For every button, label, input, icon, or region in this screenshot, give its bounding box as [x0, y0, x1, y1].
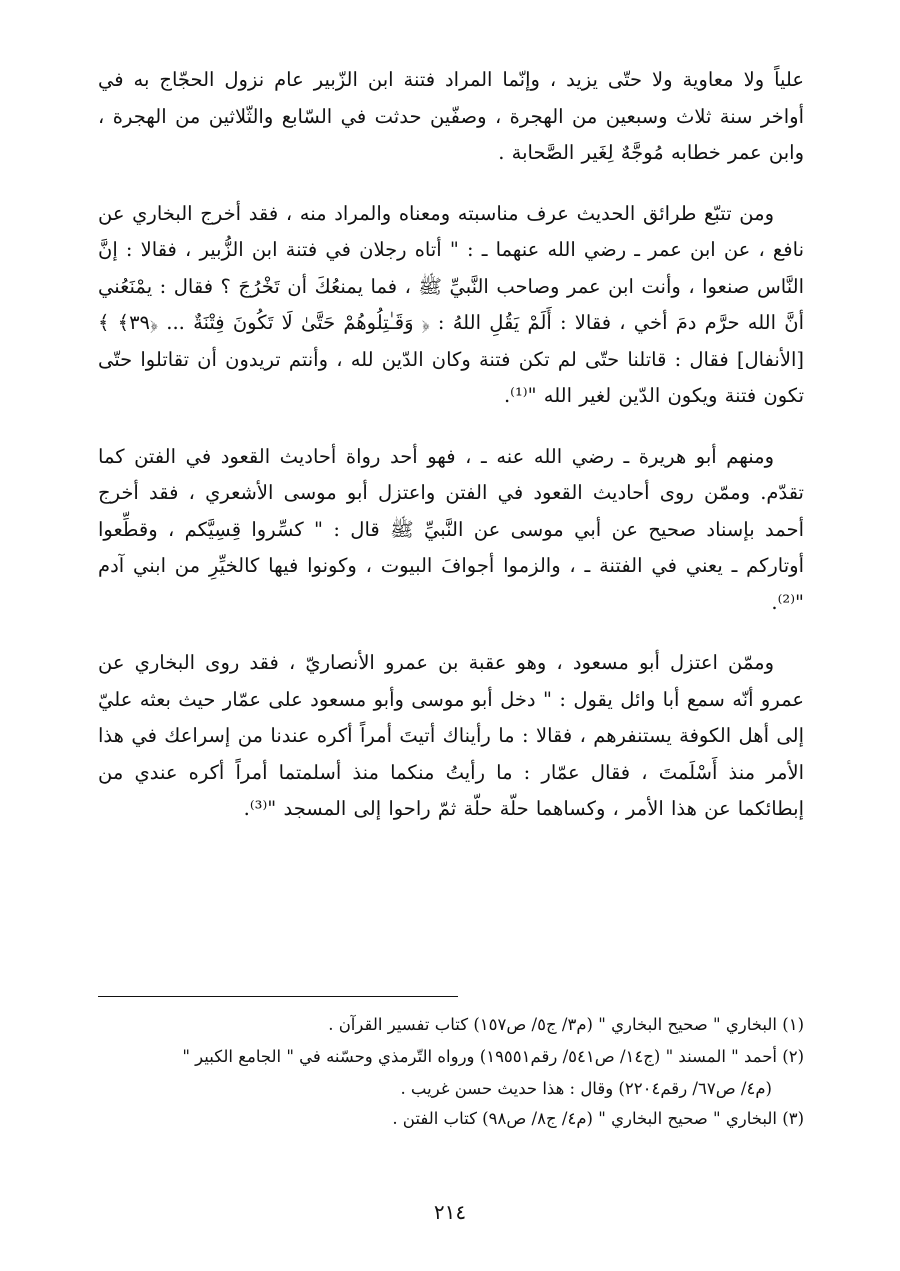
page-number: ٢١٤ [433, 1200, 467, 1224]
footnote-3: (٣) البخاري " صحيح البخاري " (م٤/ ج٨/ ص٩٨) كتاب الفتن . [392, 1109, 804, 1128]
footnote-2: (٢) أحمد " المسند " (ج١٤/ ص٥٤١/ رقم١٩٥٥١) ورواه التّرمذي وحسّنه في " الجامع الكبير " [182, 1047, 804, 1066]
footnote-1: (١) البخاري " صحيح البخاري " (م٣/ ج٥/ ص١٥٧) كتاب تفسير القرآن . [328, 1015, 804, 1034]
footnotes [98, 1010, 804, 1136]
paragraph-2: ومن تتبّع طرائق الحديث عرف مناسبته ومعناه والمراد منه ، فقد أخرج البخاري عن نافع ، عن ابن عمر ـ رضي الله عنهما ـ : " أتاه رجلان في فتنة ابن الزُّبير ، فقالا : إنَّ النَّاس صنعوا ، وأنت ابن عمر وصاحب النَّبيِّ ﷺ ، فما يمنعُكَ أن تَخْرُجَ ؟ فقال : يمْنَعُني أنَّ الله حرَّم دمَ أخي ، فقالا : أَلَمْ يَقُلِ اللهُ : ﴿ وَقَـٰتِلُوهُمْ حَتَّىٰ لَا تَكُونَ فِتْنَةٌ ... ﴿٣٩﴾ ﴾ [الأنفال] فقال : قاتلنا حتّى لم تكن فتنة وكان الدّين لله ، وأنتم تريدون أن تقاتلوا حتّى تكون فتنة ويكون الدّين لغير الله "⁽¹⁾. [98, 201, 805, 407]
main-text [98, 62, 804, 852]
paragraph-3: ومنهم أبو هريرة ـ رضي الله عنه ـ ، فهو أحد رواة أحاديث القعود في الفتن كما تقدّم. وممّن روى أحاديث القعود في الفتن واعتزل أبو موسى الأشعري ، فقد أخرج أحمد بإسناد صحيح عن أبي موسى عن النَّبيِّ ﷺ قال : " كسِّروا قِسِيَّكم ، وقطِّعوا أوتاركم ـ يعني في الفتنة ـ ، والزموا أجوافَ البيوت ، وكونوا فيها كالخيِّرِ من ابني آدم "⁽²⁾. [98, 444, 804, 614]
paragraph-4: وممّن اعتزل أبو مسعود ، وهو عقبة بن عمرو الأنصاريّ ، فقد روى البخاري عن عمرو أنّه سمع أبا وائل يقول : " دخل أبو موسى وأبو مسعود على عمّار حيث بعثه عليّ إلى أهل الكوفة يستنفرهم ، فقالا : ما رأيناك أتيتَ أمراً أكره عندنا من إسراعك في هذا الأمر منذ أَسْلَمتَ ، فقال عمّار : ما رأيتُ منكما منذ أسلمتما أمراً أكره عندي من إبطائكما عن هذا الأمر ، وكساهما حلّة حلّة ثمّ راحوا إلى المسجد "⁽³⁾. [98, 651, 804, 820]
footnote-2-continued: (م٤/ ص٦٧/ رقم٢٢٠٤) وقال : هذا حديث حسن غريب . [400, 1079, 772, 1098]
paragraph-1: علياً ولا معاوية ولا حتّى يزيد ، وإنّما المراد فتنة ابن الزّبير عام نزول الحجّاج به في أواخر سنة ثلاث وسبعين من الهجرة ، وصفّين حدثت في السّابع والثّلاثين من الهجرة ، وابن عمر خطابه مُوجَّهٌ لِغَير الصَّحابة . [98, 68, 804, 164]
footnote-divider [98, 996, 458, 997]
